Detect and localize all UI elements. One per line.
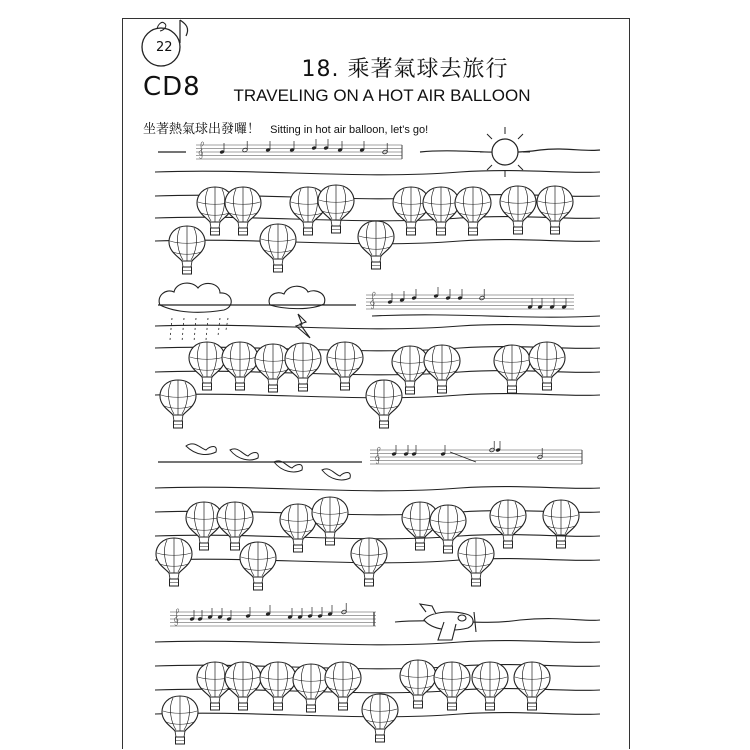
music-staff-1 [158, 139, 600, 159]
storm-clouds [159, 283, 325, 342]
song-title-chinese: 乘著氣球去旅行 [347, 57, 509, 82]
lyric-english: Sitting in hot air balloon, let's go! [270, 124, 429, 136]
music-staff-4 [170, 603, 600, 626]
song-title [0, 52, 750, 83]
balloon-group-2 [160, 342, 565, 428]
lyric-chinese: 坐著熱氣球出發囉！ [143, 122, 261, 137]
balloon-group-3 [156, 497, 579, 590]
song-number: 18. [301, 57, 340, 82]
airplane-icon [420, 604, 476, 640]
cd-track-label: CD8 [143, 72, 201, 102]
lyric-line [143, 118, 428, 137]
song-subtitle: TRAVELING ON A HOT AIR BALLOON [233, 86, 531, 105]
music-staff-3 [158, 441, 582, 464]
page-number: 22 [156, 40, 173, 55]
balloon-group-4 [162, 660, 550, 744]
